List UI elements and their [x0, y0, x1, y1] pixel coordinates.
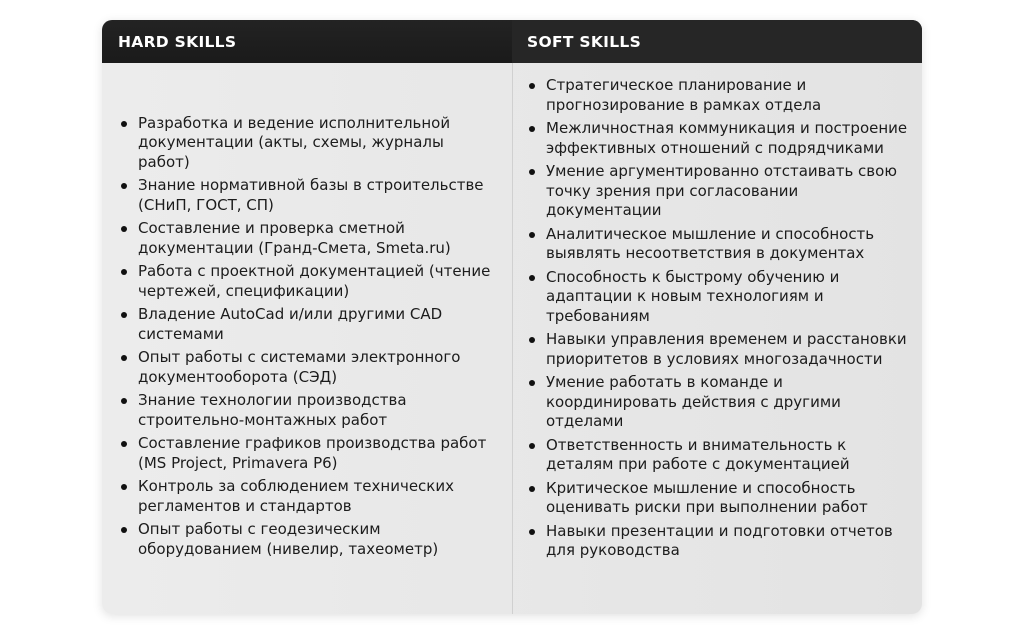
- list-item: Разработка и ведение исполнительной документации (акты, схемы, журналы работ): [118, 114, 494, 173]
- list-item: Составление и проверка сметной документации (Гранд-Смета, Smeta.ru): [118, 219, 494, 258]
- list-item: Контроль за соблюдением технических регламентов и стандартов: [118, 477, 494, 516]
- list-item: Навыки презентации и подготовки отчетов для руководства: [526, 522, 908, 561]
- list-item: Критическое мышление и способность оценивать риски при выполнении работ: [526, 479, 908, 518]
- list-item: Аналитическое мышление и способность выявлять несоответствия в документах: [526, 225, 908, 264]
- list-item: Способность к быстрому обучению и адаптации к новым технологиям и требованиям: [526, 268, 908, 327]
- list-item: Опыт работы с системами электронного документооборота (СЭД): [118, 348, 494, 387]
- list-item: Опыт работы с геодезическим оборудованием (нивелир, тахеометр): [118, 520, 494, 559]
- list-item: Навыки управления временем и расстановки приоритетов в условиях многозадачности: [526, 330, 908, 369]
- list-item: Умение работать в команде и координировать действия с другими отделами: [526, 373, 908, 432]
- list-item: Знание нормативной базы в строительстве (СНиП, ГОСТ, СП): [118, 176, 494, 215]
- list-item: Межличностная коммуникация и построение эффективных отношений с подрядчиками: [526, 119, 908, 158]
- hard-skills-column: [102, 63, 512, 614]
- skills-table: [102, 20, 922, 614]
- list-item: Умение аргументированно отстаивать свою точку зрения при согласовании документации: [526, 162, 908, 221]
- soft-skills-column: [512, 63, 922, 614]
- list-item: Знание технологии производства строительно-монтажных работ: [118, 391, 494, 430]
- soft-skills-list: [526, 76, 908, 565]
- hard-skills-list: [118, 114, 494, 564]
- list-item: Составление графиков производства работ (MS Project, Primavera P6): [118, 434, 494, 473]
- soft-skills-heading: SOFT SKILLS: [512, 20, 922, 63]
- table-body: [102, 63, 922, 614]
- list-item: Владение AutoCad и/или другими CAD системами: [118, 305, 494, 344]
- list-item: Стратегическое планирование и прогнозирование в рамках отдела: [526, 76, 908, 115]
- list-item: Ответственность и внимательность к деталям при работе с документацией: [526, 436, 908, 475]
- table-header: [102, 20, 922, 63]
- list-item: Работа с проектной документацией (чтение чертежей, спецификации): [118, 262, 494, 301]
- hard-skills-heading: HARD SKILLS: [118, 32, 237, 51]
